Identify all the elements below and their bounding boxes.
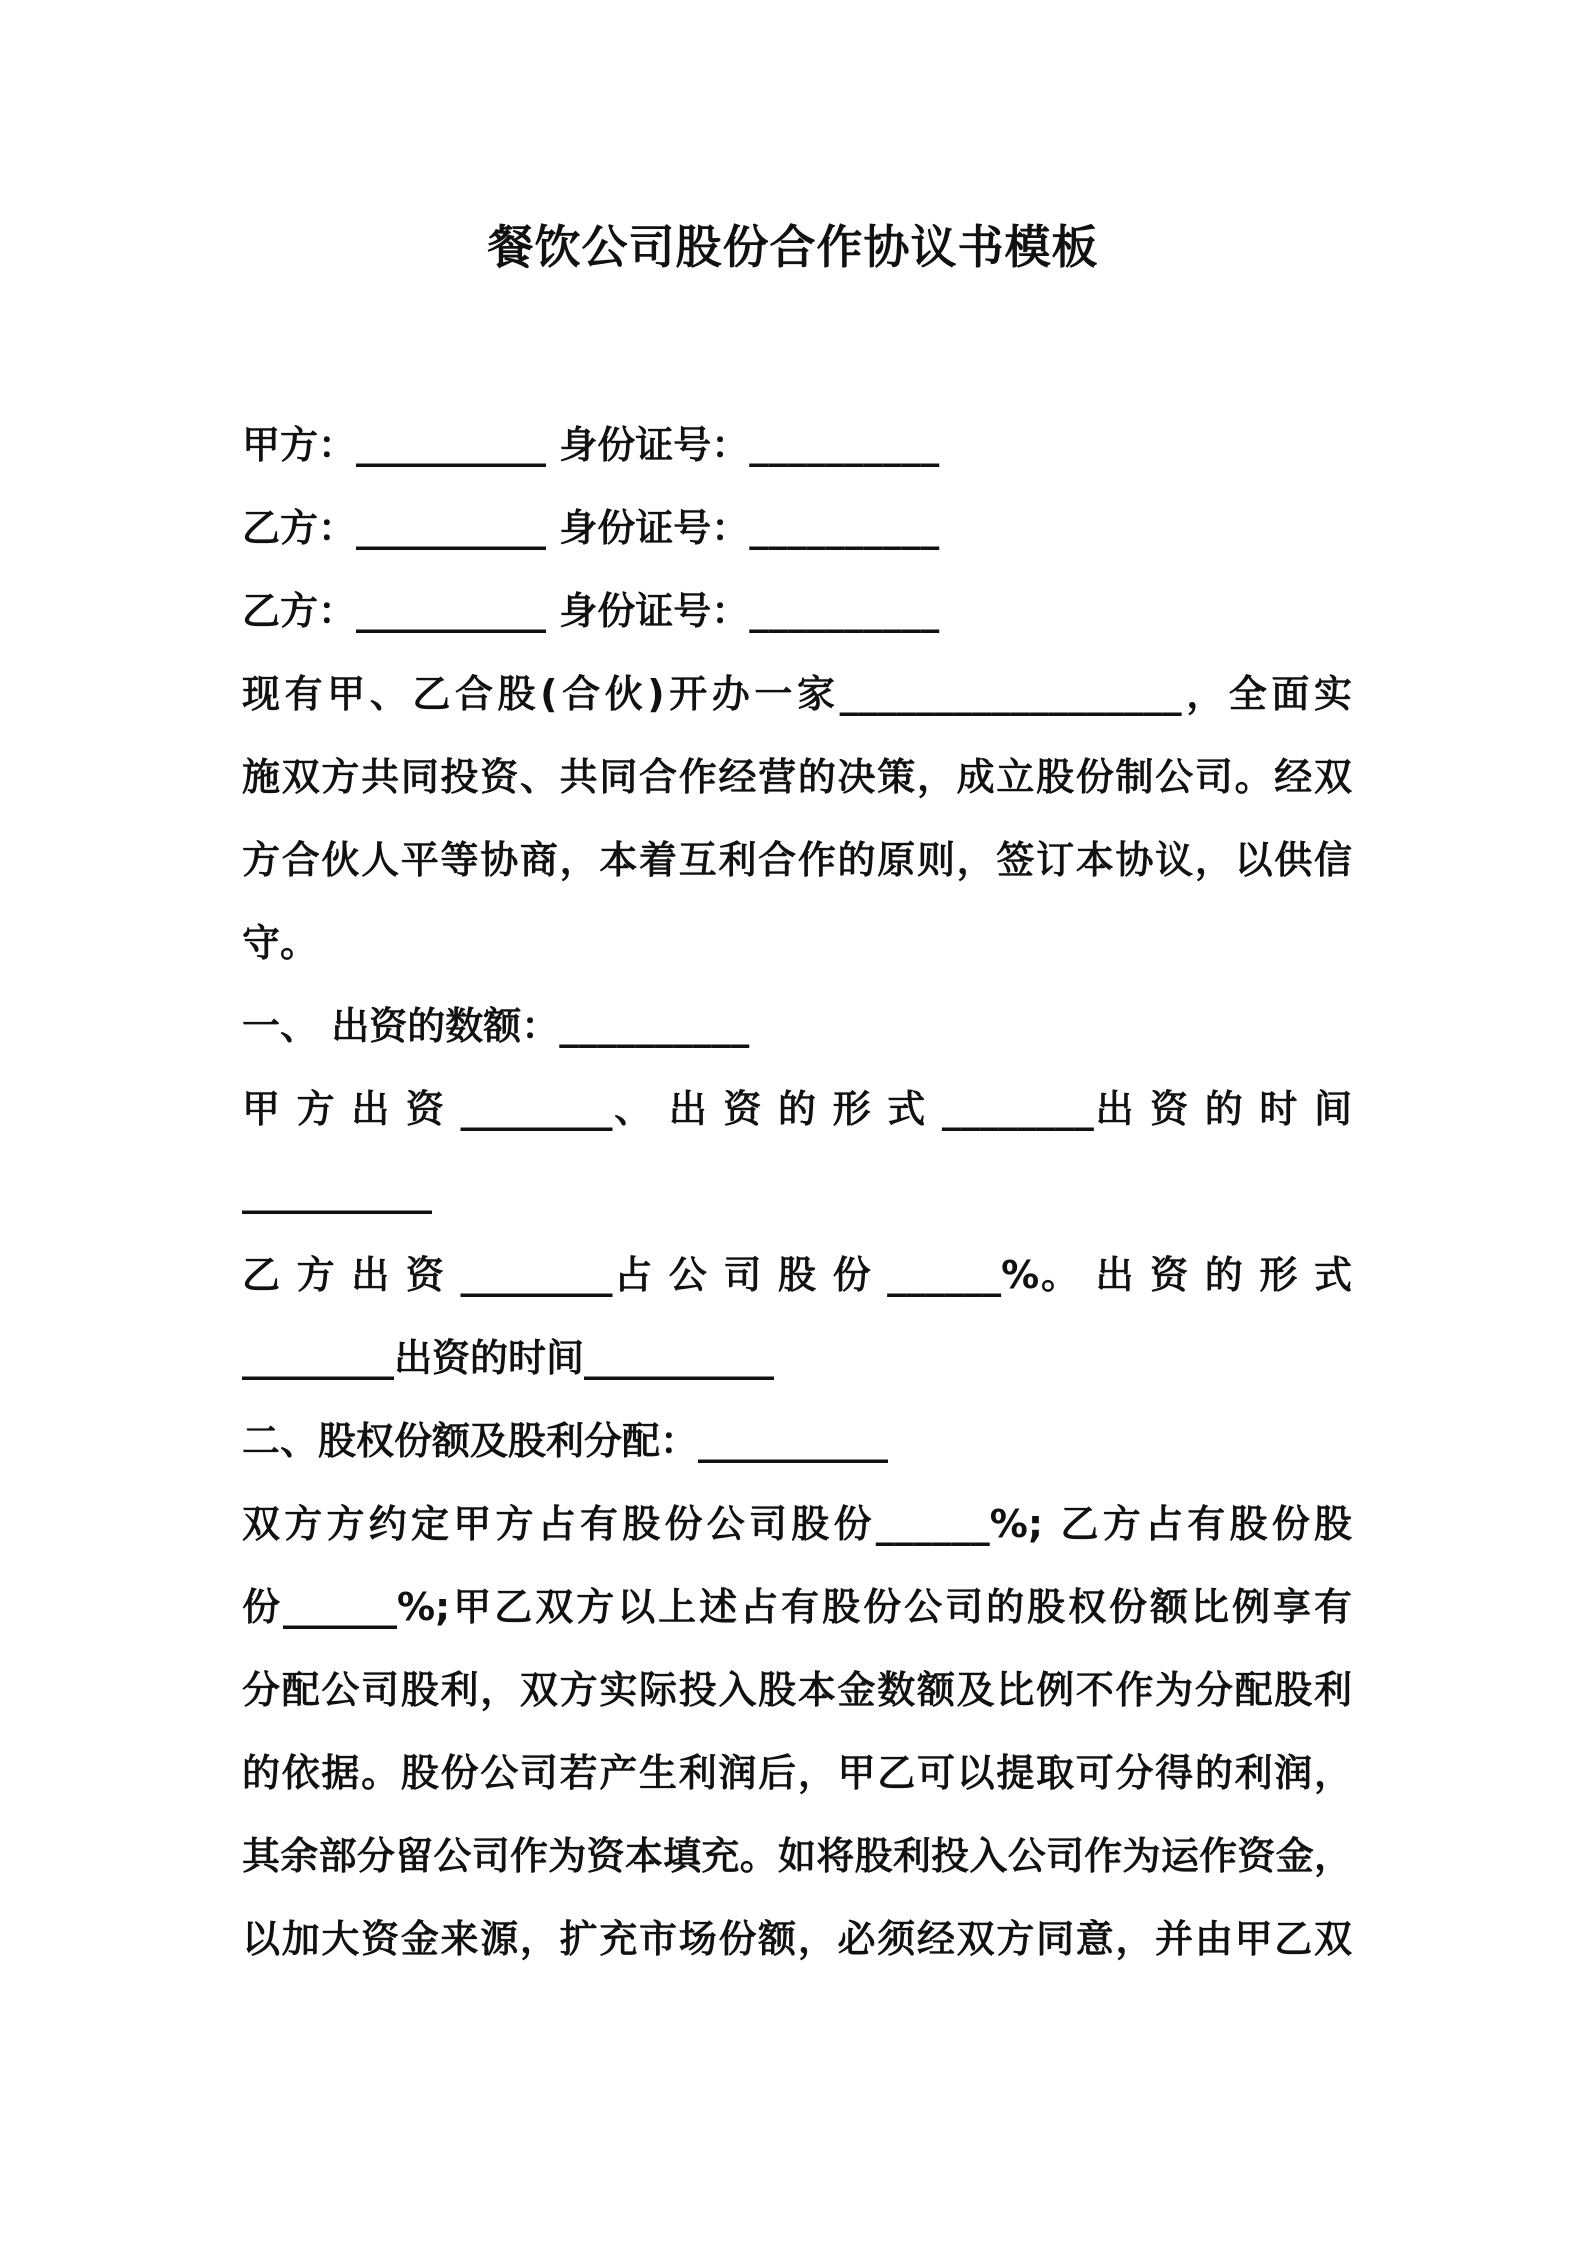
equity-paragraph-line: 份______%;甲乙双方以上述占有股份公司的股权份额比例享有 [242,1585,1352,1629]
party-b2-line: 乙方：__________ 身份证号：__________ [242,589,940,633]
equity-paragraph-line: 双方方约定甲方占有股份公司股份______%; 乙方占有股份股 [242,1502,1352,1546]
party-b-line: 乙方：__________ 身份证号：__________ [242,506,940,550]
party-b-contribution-line: 乙 方 出 资 ________占 公 司 股 份 ______%。 出 资 的 形 式 [242,1253,1352,1297]
party-a-contribution-line: 甲 方 出 资 ________、 出 资 的 形 式 ________出 资 的 时 间 [242,1087,1352,1131]
intro-paragraph-line: 方合伙人平等协商，本着互利合作的原则，签订本协议，以供信 [242,838,1352,882]
equity-paragraph-line: 以加大资金来源，扩充市场份额，必须经双方同意，并由甲乙双 [242,1917,1352,1961]
section-2-heading: 二、股权份额及股利分配：__________ [242,1419,889,1463]
equity-paragraph-line: 分配公司股利，双方实际投入股本金数额及比例不作为分配股利 [242,1668,1352,1712]
party-a-line: 甲方：__________ 身份证号：__________ [242,423,940,467]
party-a-contribution-line: __________ [242,1170,432,1214]
intro-paragraph-line: 现有甲、乙合股(合伙)开办一家__________________，全面实 [242,672,1352,716]
document-title: 餐饮公司股份合作协议书模板 [487,220,1099,274]
equity-paragraph-line: 的依据。股份公司若产生利润后，甲乙可以提取可分得的利润， [242,1751,1352,1795]
party-b-contribution-line: ________出资的时间__________ [242,1336,775,1380]
intro-paragraph-line: 施双方共同投资、共同合作经营的决策，成立股份制公司。经双 [242,755,1352,799]
section-1-heading: 一、 出资的数额：__________ [242,1004,750,1048]
equity-paragraph-line: 其余部分留公司作为资本填充。如将股利投入公司作为运作资金， [242,1834,1352,1878]
intro-paragraph-line: 守。 [242,921,319,965]
document-body [242,404,1352,1981]
